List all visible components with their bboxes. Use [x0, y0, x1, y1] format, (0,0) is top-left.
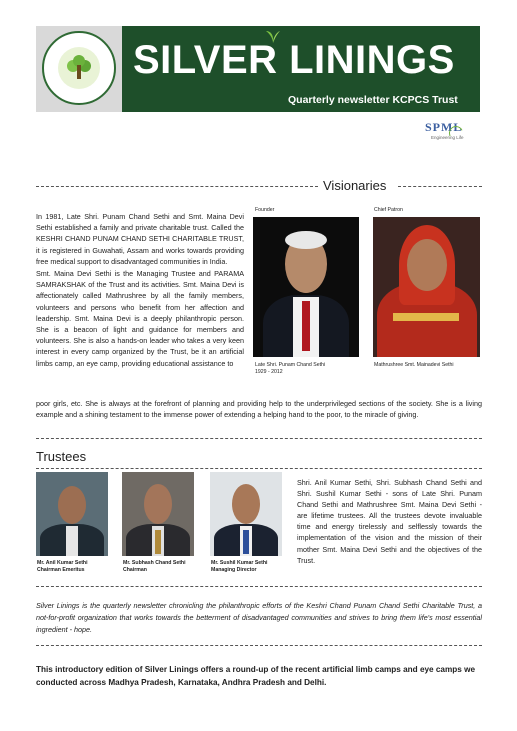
- visionaries-heading: Visionaries: [323, 178, 387, 193]
- trustees-description: Shri. Anil Kumar Sethi, Shri. Subhash Chand Sethi and Shri. Sushil Kumar Sethi - sons of Late Shri. Punam Chand Sethi and Mathrushree Smt. Maina Devi Sethi - are lifetime trustees. All the trustees devote invaluable time and energy tirelessly and selflessly towards the implementation of the vision and the mission of their mother Smt. Maina Devi Sethi and the objectives of the Trust.: [297, 478, 482, 565]
- chief-patron-caption: Mathrushree Smt. Mainadevi Sethi: [374, 362, 454, 368]
- trustee-role: Chairman: [123, 566, 147, 573]
- trust-logo: [36, 26, 122, 112]
- edition-summary: This introductory edition of Silver Linings offers a round-up of the recent artificial limb camps and eye camps we conducted across Madhya Pradesh, Karnataka, Andhra Pradesh and Delhi.: [36, 665, 476, 687]
- sponsor-logo: [417, 120, 477, 154]
- trustee-caption-anil: [37, 560, 88, 573]
- section-divider: [36, 468, 482, 469]
- trustee-name: Mr. Subhash Chand Sethi: [123, 560, 186, 566]
- sponsor-tagline: Engineering Life: [431, 135, 464, 140]
- trustee-caption-sushil: [211, 560, 268, 573]
- trustee-name: Mr. Sushil Kumar Sethi: [211, 560, 268, 566]
- about-newsletter: Silver Linings is the quarterly newsletter chronicling the philanthropic efforts of the Keshri Chand Punam Chand Sethi Charitable Trust, a not-for-profit organization that works towards the betterment of disadvantaged communities and strives to bring them life's most essential ingredient - hope.: [36, 601, 482, 634]
- sponsor-name: SPML: [425, 120, 463, 134]
- founder-caption-years: 1929 - 2012: [255, 369, 283, 375]
- trustee-caption-subhash: [123, 560, 186, 573]
- trustee-bio-paragraph-continued: poor girls, etc. She is always at the forefront of planning and providing help to the underprivileged sections of the society. She is a living example and a shining testament to the immense power of extending a helping hand to the poor, to the miracle of giving.: [36, 399, 482, 420]
- trustee-photo-anil: [36, 472, 108, 556]
- intro-paragraph: In 1981, Late Shri. Punam Chand Sethi and Smt. Maina Devi Sethi established a family and private charitable trust. Called the KESHRI CHAND PUNAM CHAND SETHI CHARITABLE TRUST, it is registered in Guwahati, Assam and works towards providing free medical support to disadvantaged communities in India.: [36, 212, 244, 266]
- leaf-icon: [265, 30, 281, 44]
- chief-patron-photo: [373, 217, 480, 357]
- trustee-photo-sushil: [210, 472, 282, 556]
- section-divider: [36, 645, 482, 646]
- founder-label: Founder: [255, 207, 275, 213]
- founder-photo: [253, 217, 359, 357]
- founder-caption: [255, 362, 325, 376]
- trustee-name: Mr. Anil Kumar Sethi: [37, 560, 88, 566]
- newsletter-title: SILVER LININGS: [133, 38, 455, 82]
- trustee-bio-paragraph: Smt. Maina Devi Sethi is the Managing Trustee and PARAMA SAMRAKSHAK of the Trust and its activities. Smt. Maina Devi is affectionately called Mathrushree by all the family members, volunteers and persons who benefit from her affection and leadership. Smt. Maina Devi is a deeply philanthropic person. She is a beacon of light and guidance for members and volunteers. She is also a hands-on leader who takes a very keen interest in every camp organized by the Trust, be it an artificial limbs camp, an eye camp, providing educational assistance to: [36, 269, 244, 368]
- chief-patron-label: Chief Patron: [374, 207, 403, 213]
- founder-caption-name: Late Shri. Punam Chand Sethi: [255, 362, 326, 368]
- trustee-photo-subhash: [122, 472, 194, 556]
- trustees-heading: Trustees: [36, 449, 87, 464]
- tree-icon: [58, 47, 100, 89]
- section-divider: [398, 186, 482, 187]
- section-divider: [36, 438, 482, 439]
- newsletter-subtitle: Quarterly newsletter KCPCS Trust: [288, 94, 458, 106]
- trustee-role: Chairman Emeritus: [37, 566, 85, 573]
- trustee-role: Managing Director: [211, 566, 257, 573]
- logo-seal: [42, 31, 116, 105]
- section-divider: [36, 586, 482, 587]
- section-divider: [36, 186, 318, 187]
